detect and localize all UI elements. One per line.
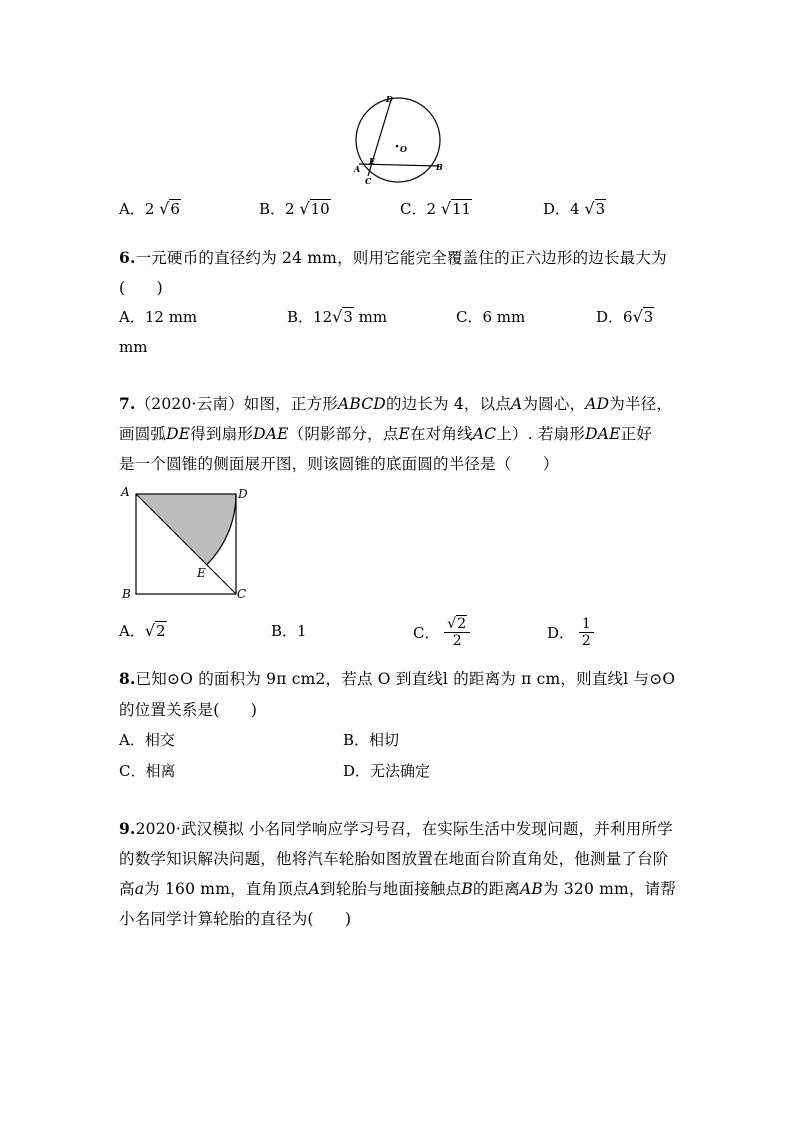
q9-stem-line3: 高a为 160 mm，直角顶点A到轮胎与地面接触点B的距离AB为 320 mm，请帮 xyxy=(119,880,677,898)
q6-stem-line2: ( ) xyxy=(119,279,163,297)
q7-number: 7. xyxy=(119,394,136,413)
sector-dae xyxy=(136,494,236,565)
q9-stem-line1: 9.2020·武汉模拟 小名同学响应学习号召，在实际生活中发现问题，并利用所学 xyxy=(119,819,673,838)
q7-stem-line2: 画圆弧DE得到扇形DAE（阴影部分，点E在对角线AC上）. 若扇形DAE正好 xyxy=(119,425,653,443)
q8-stem-line1: 8.已知⊙O 的面积为 9π cm2，若点 O 到直线l 的距离为 π cm，则直线l 与⊙O xyxy=(119,669,676,688)
label-e: E xyxy=(369,156,376,166)
q8-option-a[interactable]: A．相交 xyxy=(119,731,175,749)
label-a: A xyxy=(354,164,361,174)
label-b: B xyxy=(122,587,131,601)
q9-stem-line4: 小名同学计算轮胎的直径为( ) xyxy=(119,910,352,928)
center-dot xyxy=(396,145,399,148)
q5-option-d[interactable]: D．4 √3 xyxy=(543,199,606,218)
fraction-one-half: $\frac{1}{2}$ xyxy=(579,616,594,649)
q7-option-a[interactable]: A．√2 xyxy=(119,621,166,640)
q5-option-a[interactable]: A．2 √6 xyxy=(119,199,180,218)
q8-options-row2 xyxy=(0,760,794,788)
q7-option-b[interactable]: B．1 xyxy=(271,622,307,640)
fraction-sqrt2-over-2: $\frac{√2}{2}$ xyxy=(444,616,470,649)
q6-option-a[interactable]: A．12 mm xyxy=(119,308,198,326)
label-a: A xyxy=(121,485,130,499)
label-b: B xyxy=(436,162,443,172)
q6-option-d-wrap: mm xyxy=(119,338,148,356)
q8-options-row1 xyxy=(0,729,794,757)
q7-stem-line3: 是一个圆锥的侧面展开图，则该圆锥的底面圆的半径是（ ） xyxy=(119,455,559,473)
q5-options xyxy=(0,198,794,226)
label-c: C xyxy=(365,176,372,186)
q9-stem-line2: 的数学知识解决问题，他将汽车轮胎如图放置在地面台阶直角处，他测量了台阶 xyxy=(119,850,669,868)
q6-stem-line1: 6.一元硬币的直径约为 24 mm，则用它能完全覆盖住的正六边形的边长最大为 xyxy=(119,248,667,267)
q8-option-c[interactable]: C．相离 xyxy=(119,762,176,780)
circle-o xyxy=(356,98,440,182)
q8-number: 8. xyxy=(119,669,136,688)
label-c: C xyxy=(237,587,247,601)
square-sector-figure xyxy=(118,482,258,604)
q6-options xyxy=(0,306,794,334)
label-o: O xyxy=(400,144,407,154)
q6-option-c[interactable]: C．6 mm xyxy=(456,308,526,326)
q7-options xyxy=(0,616,794,652)
q5-option-c[interactable]: C．2 √11 xyxy=(400,199,472,218)
q8-stem-line2: 的位置关系是( ) xyxy=(119,701,258,719)
q5-option-b[interactable]: B．2 √10 xyxy=(259,199,330,218)
q6-number: 6. xyxy=(119,248,136,267)
label-e: E xyxy=(197,566,206,580)
q6-option-b[interactable]: B．12√3 mm xyxy=(287,307,388,326)
q8-option-b[interactable]: B．相切 xyxy=(343,731,400,749)
q7-option-c[interactable]: C． $\frac{√2}{2}$ xyxy=(413,616,470,649)
label-d: D xyxy=(386,94,393,104)
q7-option-d[interactable]: D． $\frac{1}{2}$ xyxy=(547,616,594,649)
q9-number: 9. xyxy=(119,819,136,838)
circle-figure xyxy=(350,92,450,188)
q8-option-d[interactable]: D．无法确定 xyxy=(343,762,431,780)
q6-option-d[interactable]: D．6√3 xyxy=(596,307,654,326)
q7-stem-line1: 7.（2020·云南）如图，正方形ABCD的边长为 4，以点A为圆心，AD为半径， xyxy=(119,394,673,413)
label-d: D xyxy=(238,487,248,501)
